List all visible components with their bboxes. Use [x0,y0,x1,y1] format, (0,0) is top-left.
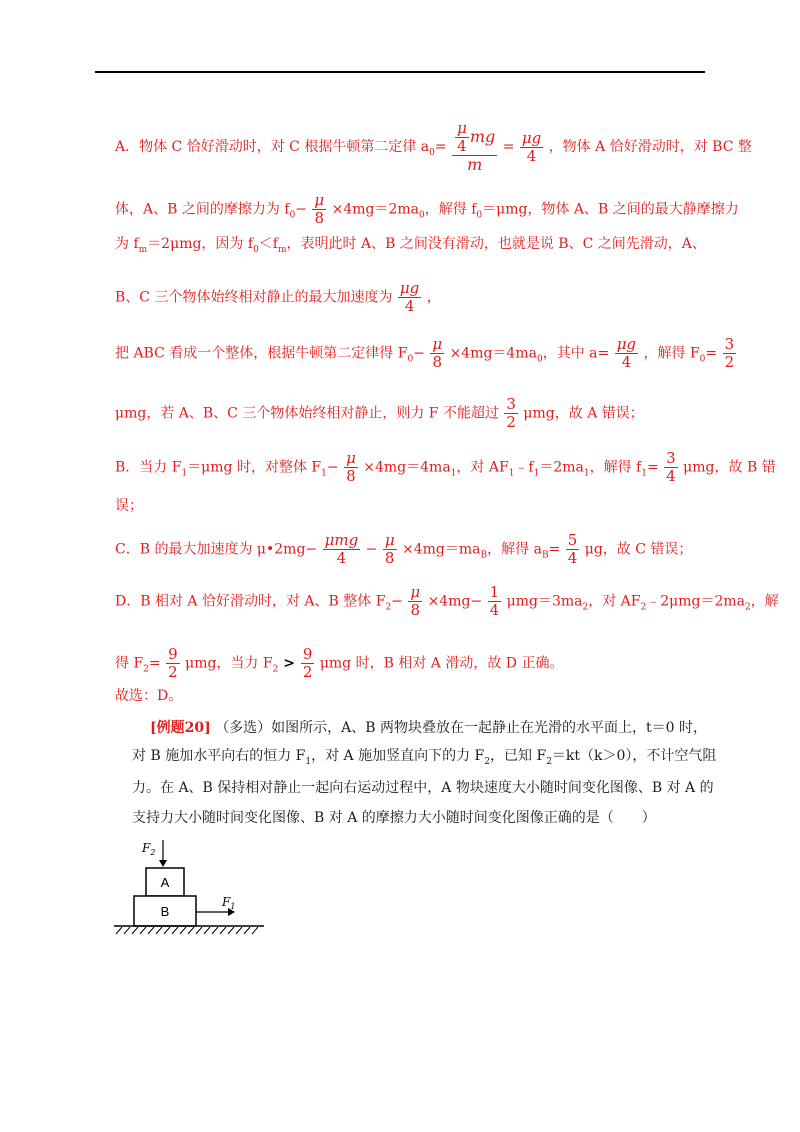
solution-a-line6: μmg，若 A、B、C 三个物体始终相对静止，则力 F 不能超过 $\frac{3}{2}$ μmg，故 A 错误； [115,395,644,431]
f2-arrowhead [159,860,167,867]
solution-a-line1: A．物体 C 恰好滑动时，对 C 根据牛顿第二定律 $a_0=$ $\frac{\mu}{4}$ mg m = $\frac{\mu g}{4}$ ，物体 A 恰好滑动时，对 BC 整 [115,119,752,174]
block-b-label: B [160,904,170,919]
solution-a-line3: 为 $f_m=2\mu mg$，因为 $f_0<f_m$，表明此时 A、B 之间没有滑动，也就是说 B、C 之间先滑动，A、 [115,236,706,255]
fraction: $\frac{1}{4}$ [489,583,500,619]
fraction: $\frac{3}{2}$ [724,335,735,371]
solution-c-line1: C．B 的最大加速度为 μ•2mg− $\frac{\text{μmg}}{4}$ − $\frac{\mu}{8}$ $\times 4mg=ma_B$，解得 $a_B=$ $\frac{5}{4}$ μg，故 C 错误； [115,531,693,567]
fraction: $\frac{9}{2}$ [168,645,178,681]
fraction: $\frac{3}{2}$ [506,395,516,431]
example-line3: 力。在 A、B 保持相对静止一起向右运动过程中，A 物块速度大小随时间变化图像、B 对 A 的 [132,780,714,796]
fraction: $\frac{\mu g}{4}$ [521,128,542,165]
solution-d-line1: D．B 相对 A 恰好滑动时，对 A、B 整体 $F_2-$ $\frac{\mu}{8}$ ×4mg− $\frac{1}{4}$ $\mu mg=3ma_2$，对 $AF_2﹣2\mu mg=2ma_2$，解 [115,583,779,619]
example-line1: [例题20] （多选）如图所示，A、B 两物块叠放在一起静止在光滑的水平面上，t＝0 时， [150,720,708,736]
solution-d-line2: 得 $F_2=$ $\frac{9}{2}$ μmg，当力 $F_2$ > $\frac{9}{2}$ μmg 时，B 相对 A 滑动，故 D 正确。 [115,645,564,681]
f2-label: $F_2$ [142,841,156,857]
block-a-label: A [160,875,170,890]
solution-a-line2: 体，A、B 之间的摩擦力为 $f_0-$ $\frac{\mu}{8}$ $\times 4mg=2ma_0$，解得 $f_0=\mu mg$，物体 A、B 之间的最大静摩擦力 [115,191,739,227]
fraction: $\frac{\mu}{8}$ [346,449,356,485]
fraction: $\frac{\mu g}{4}$ [399,279,420,315]
solution-a-line4: B、C 三个物体始终相对静止的最大加速度为 $\frac{\mu g}{4}$ ， [115,279,441,315]
f1-label: $F_1$ [222,895,236,911]
fraction: $\frac{5}{4}$ [567,531,578,567]
fraction: $\frac{\text{μmg}}{4}$ [324,531,359,567]
ground-hatch [116,927,258,934]
fraction: $\frac{\mu}{8}$ [384,531,395,567]
fraction: $\frac{\mu}{4}$ mg m [452,120,497,174]
fraction: $\frac{\mu}{8}$ [410,583,421,619]
blocks-diagram [112,838,272,938]
fraction: $\frac{\mu}{8}$ [314,191,325,227]
solution-b-line1: B．当力 $F_1=\mu mg$ 时，对整体 $F_1-$ $\frac{\mu}{8}$ $\times 4mg=4ma_1$，对 $AF_1﹣f_1=2ma_1$，解得 $f_1=$ $\frac{3}{4}$ μmg，故 B 错 [115,449,776,485]
example-line4: 支持力大小随时间变化图像、B 对 A 的摩擦力大小随时间变化图像正确的是（ ） [132,810,656,826]
answer-line: 故选：D。 [115,688,183,704]
header-rule [95,71,705,73]
fraction: $\frac{\mu g}{4}$ [616,335,637,371]
solution-b-line2: 误； [115,498,143,514]
fraction: $\frac{\mu}{8}$ [432,335,443,371]
example-tag: [例题20] [150,720,211,736]
fraction: $\frac{9}{2}$ [302,645,313,681]
fraction: $\frac{3}{4}$ [666,449,676,485]
solution-a-line5: 把 ABC 看成一个整体，根据牛顿第二定律得 $F_0-$ $\frac{\mu}{8}$ $\times 4mg=4ma_0$，其中 a= $\frac{\mu g}{4}$ ，解得 $F_0=$ $\frac{3}{2}$ [115,335,735,371]
example-line2: 对 B 施加水平向右的恒力 $F_1$，对 A 施加竖直向下的力 $F_2$，已知 $F_2=kt(k>0)$，不计空气阻 [132,748,717,767]
